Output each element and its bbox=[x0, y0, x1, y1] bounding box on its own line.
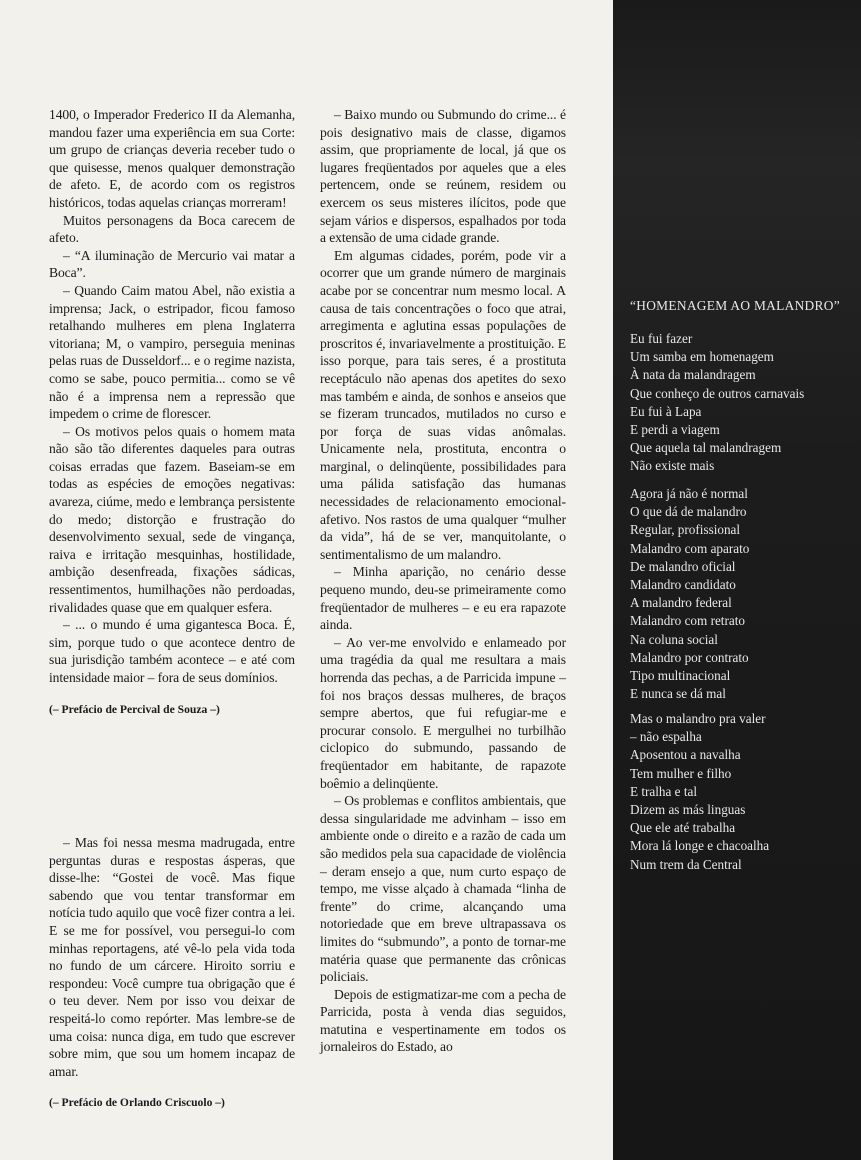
lyrics-stanza bbox=[630, 710, 855, 874]
paragraph: – Baixo mundo ou Submundo do crime... é pois designativo mais de classe, digamos assim, que propriamente de local, já que os lugares freqüentados por aqueles que a eles pertencem, onde se reúnem, residem ou exercem os seus misteres ilícitos, pode que sejam vários e dispersos, espalhados por toda a extensão de uma cidade grande. bbox=[320, 107, 566, 246]
lyrics-stanza bbox=[630, 485, 855, 703]
left-column-bottom bbox=[49, 834, 295, 1112]
paragraph: – Quando Caim matou Abel, não existia a imprensa; Jack, o estripador, ficou famoso retalhando mulheres em plena Inglaterra vitoriana; M, o vampiro, perseguia meninas pelas ruas de Dusseldorf... e o regime nazista, como se sabe, pouco permitia... como se vê não é a imprensa nem a repressão que impedem o crime de florescer. bbox=[49, 282, 295, 422]
lyrics-stanza bbox=[630, 330, 855, 476]
lyric-line: – não espalha bbox=[630, 729, 702, 745]
lyric-line: Agora já não é normal bbox=[630, 486, 748, 501]
paragraph: Em algumas cidades, porém, pode vir a ocorrer que um grande número de marginais acabe por se concentrar num mesmo local. A causa de tais concentrações o foco que atrai, arregimenta e aglutina essas populações de proscritos é, invariavelmente a prostituição. E isso porque, para tais seres, é a prostituta receptáculo não apenas dos apetites do sexo mas também e ainda, de sonhos e anseios que se fizeram truncados, mutilados no curso e por força de suas vidas anômalas. Unicamente nela, prostituta, encontra o marginal, o delinqüente, possibilidades para uma pálida satisfação das humanas necessidades de relacionamento emocional-afetivo. Nos rastos de uma qualquer “mulher da vida”, há de se ver, manquitolante, o sentimentalismo de um malandro. bbox=[320, 247, 566, 562]
middle-column bbox=[320, 106, 566, 1056]
paragraph: – Minha aparição, no cenário desse pequeno mundo, deu-se primeiramente como freqüentador de mulheres – e eu era rapazote ainda. bbox=[320, 564, 566, 633]
lyric-line: Tipo multinacional bbox=[630, 668, 731, 684]
lyric-line: A malandro federal bbox=[630, 595, 732, 611]
lyric-line: Dizem as más linguas bbox=[630, 802, 746, 818]
paragraph: – Os motivos pelos quais o homem mata não são tão diferentes daqueles para outras coisas erradas que fazem. Baseiam-se em todas as espécies de emoções negativas: avareza, ciúme, medo e lembrança persistente do medo; distorção e frustração do desenvolvimento sexual, sede de vingança, raiva e irritação mesquinhas, hostilidade, ambição desenfreada, fixações sádicas, ressentimentos, humilhações não perdoadas, rivalidades quase que em qualquer esfera. bbox=[49, 423, 295, 615]
lyric-line: Um samba em homenagem bbox=[630, 349, 774, 365]
paragraph: 1400, o Imperador Frederico II da Alemanha, mandou fazer uma experiência em sua Corte: um grupo de crianças deveria receber tudo o que quisesse, menos qualquer demonstração de afeto. E, de acordo com os registros históricos, todas aquelas crianças morreram! bbox=[49, 107, 295, 210]
paragraph: – “A iluminação de Mercurio vai matar a Boca”. bbox=[49, 247, 295, 281]
lyric-line: Malandro por contrato bbox=[630, 649, 749, 665]
paragraph: – ... o mundo é uma gigantesca Boca. É, sim, porque tudo o que acontece dentro de sua jurisdição também acontece – e até com intensidade maior – fora de seus domínios. bbox=[49, 617, 295, 685]
paragraph: Muitos personagens da Boca carecem de afeto. bbox=[49, 212, 295, 246]
lyric-line: Malandro com aparato bbox=[630, 540, 750, 556]
lyric-line: Malandro com retrato bbox=[630, 613, 745, 629]
paragraph: – Mas foi nessa mesma madrugada, entre perguntas duras e respostas ásperas, que disse-lhe: “Gostei de você. Mas fique sabendo que vou tentar transformar em notícia tudo aquilo que você fizer contra a lei. E se me for possível, vou persegui-lo com minhas reportagens, até vê-lo pela vida toda no fundo de um cárcere. Hiroito sorriu e respondeu: Você cumpre tua obrigação que é o teu dever. Nem por isso vou deixar de respeitá-lo como repórter. Mas lembre-se de uma coisa: nunca diga, em tudo que escrever sobre mim, que sou um homem incapaz de amar. bbox=[49, 835, 295, 1079]
lyric-line: E nunca se dá mal bbox=[630, 686, 726, 702]
song-title: “HOMENAGEM AO MALANDRO” bbox=[630, 298, 840, 313]
lyric-line: De malandro oficial bbox=[630, 558, 736, 574]
lyric-line: Eu fui à Lapa bbox=[630, 403, 702, 419]
preface-credit: (– Prefácio de Percival de Souza –) bbox=[49, 702, 220, 716]
lyric-line: Que aquela tal malandragem bbox=[630, 440, 782, 456]
lyric-line: Na coluna social bbox=[630, 631, 718, 647]
lyric-line: À nata da malandragem bbox=[630, 367, 756, 383]
preface-credit: (– Prefácio de Orlando Criscuolo –) bbox=[49, 1096, 225, 1110]
lyric-line: Mora lá longe e chacoalha bbox=[630, 838, 770, 854]
lyric-line: Não existe mais bbox=[630, 458, 715, 474]
paragraph: Depois de estigmatizar-me com a pecha de Parricida, posta à venda dias seguidos, matutina e vespertinamente em todos os jornaleiros do Estado, ao bbox=[320, 986, 566, 1055]
song-lyrics-panel bbox=[613, 0, 861, 1160]
lyric-line: Tem mulher e filho bbox=[630, 765, 732, 781]
lyric-line: E tralha e tal bbox=[630, 783, 697, 799]
lyric-line: Num trem da Central bbox=[630, 856, 742, 872]
paragraph: – Ao ver-me envolvido e enlameado por uma tragédia da qual me resultara a mais horrenda das pechas, a de Parricida impune – foi nos braços dessas mulheres, de braços sempre abertos, que fui refugiar-me e procurar consolo. E mergulhei no turbilhão ciclopico do submundo, passando de freqüentador em habitante, de rapazote boêmio a delinqüente. bbox=[320, 634, 566, 791]
left-column-top bbox=[49, 106, 295, 718]
lyric-line: Que conheço de outros carnavais bbox=[630, 385, 805, 401]
lyric-line: Mas o malandro pra valer bbox=[630, 711, 766, 726]
lyric-line: E perdi a viagem bbox=[630, 422, 720, 438]
lyric-line: Malandro candidato bbox=[630, 577, 736, 593]
lyric-line: Regular, profissional bbox=[630, 522, 741, 538]
lyric-line: Que ele até trabalha bbox=[630, 820, 736, 836]
paragraph: – Os problemas e conflitos ambientais, que dessa singularidade me advinham – isso em ambiente onde o direito e a razão de cada um são medidos pela sua capacidade de violência – deram ensejo a que, num curto espaço de tempo, me visse alçado à chamada “linha de frente” do crime, alcançando uma notoriedade que em breve ultrapassava os limites do “submundo”, a ponto de tornar-me matéria quase que permanente das crônicas policiais. bbox=[320, 793, 566, 985]
lyric-line: O que dá de malandro bbox=[630, 504, 747, 520]
lyric-line: Aposentou a navalha bbox=[630, 747, 741, 763]
lyric-line: Eu fui fazer bbox=[630, 331, 693, 346]
